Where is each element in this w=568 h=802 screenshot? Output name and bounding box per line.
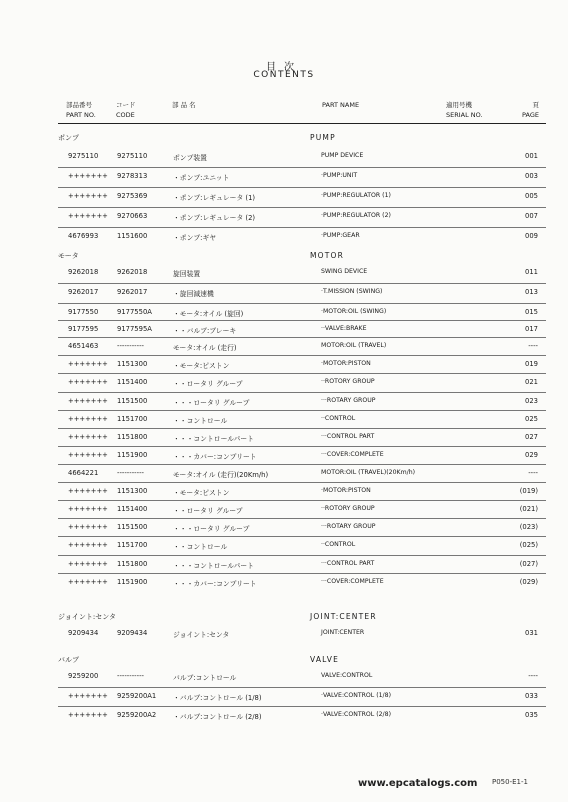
part-number: +++++++ [68,523,108,531]
part-name-en: ·T.MISSION (SWING) [321,288,383,295]
code: 9262017 [117,288,148,296]
table-row [58,392,546,411]
part-number: +++++++ [68,451,108,459]
part-name-jp: ・・・カバー:コンプリート [173,453,257,461]
part-name-jp: モータ:オイル (走行) [173,344,237,352]
table-row [58,263,546,284]
page-number: (027) [519,560,538,568]
part-name-jp: ・・コントロール [173,417,228,425]
code: 9259200A1 [117,692,157,700]
page-number: 017 [525,325,538,333]
table-row [58,464,546,483]
part-name-en: ·PUMP:REGULATOR (2) [321,212,391,219]
part-name-en: ·VALVE:CONTROL (2/8) [321,711,391,718]
part-name-en: ··CONTROL [321,541,356,548]
section-header [0,612,568,624]
page-number: 027 [525,433,538,441]
page-number: 013 [525,288,538,296]
part-number: +++++++ [68,192,108,200]
part-name-jp: ・・ロータリ グループ [173,507,243,515]
part-name-jp: ・・・ロータリ グループ [173,525,250,533]
part-number: +++++++ [68,212,108,220]
code: 9177550A [117,308,152,316]
part-name-en: SWING DEVICE [321,268,368,275]
table-row [58,207,546,228]
part-number: +++++++ [68,487,108,495]
code: 1151400 [117,505,148,513]
page-number: 011 [525,268,538,276]
page-number: 025 [525,415,538,423]
page-number: 035 [525,711,538,719]
part-name-jp: ポンプ装置 [173,154,207,162]
table-row [58,355,546,374]
part-name-jp: ジョイント:センタ [173,631,230,639]
section-title-jp: バルブ [58,656,79,664]
page-number: (023) [519,523,538,531]
code: 1151700 [117,415,148,423]
part-name-jp: モータ:オイル (走行)(20Km/h) [173,471,269,479]
part-number: 4676993 [68,232,99,240]
table-row [58,167,546,188]
part-name-en: ·PUMP:GEAR [321,232,360,239]
table-row [58,482,546,501]
code: 9275369 [117,192,148,200]
code: 1151300 [117,360,148,368]
page-number: 029 [525,451,538,459]
part-name-en: JOINT:CENTER [321,629,365,636]
code: 1151900 [117,578,148,586]
part-name-jp: ・・・カバー:コンプリート [173,580,257,588]
part-name-en: PUMP DEVICE [321,152,364,159]
part-name-en: ·VALVE:CONTROL (1/8) [321,692,391,699]
part-name-en: ··ROTORY GROUP [321,505,375,512]
code: 1151500 [117,523,148,531]
page-number: (025) [519,541,538,549]
part-name-en: ···COVER:COMPLETE [321,578,384,585]
part-name-jp: ・・・コントロールパート [173,435,254,443]
part-name-jp: ・旋回減速機 [173,290,214,298]
part-name-jp: ・モータ:ピストン [173,362,230,370]
part-name-en: ··ROTORY GROUP [321,378,375,385]
table-row [58,303,546,321]
code: ----------- [117,469,144,477]
part-name-jp: ・・・ロータリ グループ [173,399,250,407]
part-number: +++++++ [68,560,108,568]
header-page: 頁 PAGE [522,101,539,119]
part-name-en: ·PUMP:UNIT [321,172,358,179]
part-number: 9209434 [68,629,99,637]
part-number: +++++++ [68,505,108,513]
part-name-jp: ・バルブ:コントロール (1/8) [173,694,262,702]
code: ----------- [117,672,144,680]
part-name-jp: ・・バルブ:ブレーキ [173,327,237,335]
table-row [58,337,546,356]
part-name-en: ·PUMP:REGULATOR (1) [321,192,391,199]
page-number: 019 [525,360,538,368]
part-number: 4651463 [68,342,99,350]
title-english: CONTENTS [253,70,315,80]
table-row [58,147,546,168]
section-title-jp: ジョイント:センタ [58,613,116,621]
header-part-name: PART NAME [322,101,360,109]
part-name-en: ···COVER:COMPLETE [321,451,384,458]
page-number: (029) [519,578,538,586]
page-number: 001 [525,152,538,160]
code: 1151500 [117,397,148,405]
part-number: +++++++ [68,692,108,700]
part-number: 9262017 [68,288,99,296]
part-name-en: ·MOTOR:OIL (SWING) [321,308,387,315]
header-serial: 適用号機 SERIAL NO. [446,101,483,119]
table-row [58,667,546,688]
page-number: ---- [528,672,538,680]
part-number: 9177550 [68,308,99,316]
part-number: 9262018 [68,268,99,276]
part-name-en: ··VALVE:BRAKE [321,325,367,332]
page-number: 031 [525,629,538,637]
page-number: 023 [525,397,538,405]
part-name-en: ··CONTROL [321,415,356,422]
code: 1151800 [117,433,148,441]
part-name-en: VALVE:CONTROL [321,672,373,679]
section-title-en: PUMP [310,133,336,142]
part-name-jp: ・・コントロール [173,543,228,551]
page-number: 005 [525,192,538,200]
part-name-jp: ・モータ:ピストン [173,489,230,497]
part-number: +++++++ [68,172,108,180]
page-number: 003 [525,172,538,180]
code: 9259200A2 [117,711,157,719]
part-name-jp: ・ポンプ:レギュレータ (1) [173,194,256,202]
header-name-jp: 部 品 名 [172,101,196,109]
part-name-en: ·MOTOR:PISTON [321,360,371,367]
page-number: 007 [525,212,538,220]
code: 1151600 [117,232,148,240]
part-number: +++++++ [68,433,108,441]
part-name-jp: ・モータ:オイル (旋回) [173,310,244,318]
part-number: +++++++ [68,578,108,586]
part-name-jp: ・・・コントロールパート [173,562,254,570]
table-row [58,706,546,725]
code: 9270663 [117,212,148,220]
section-title-en: JOINT:CENTER [310,612,377,621]
table-row [58,624,546,644]
code: 9278313 [117,172,148,180]
section-header [0,655,568,667]
section-title-jp: モータ [58,252,79,260]
table-row [58,573,546,591]
title-japanese: 目次 [266,62,302,73]
table-row [58,227,546,247]
part-name-jp: 旋回装置 [173,270,201,278]
part-number: +++++++ [68,541,108,549]
table-row [58,373,546,393]
code: 1151900 [117,451,148,459]
part-name-jp: ・ポンプ:ユニット [173,174,230,182]
section-title-en: VALVE [310,655,340,664]
table-row [58,320,546,338]
part-name-en: MOTOR:OIL (TRAVEL)(20Km/h) [321,469,416,476]
part-name-jp: バルブ:コントロール [173,674,237,682]
code: 9209434 [117,629,148,637]
watermark: www.epcatalogs.com [358,778,478,789]
header-code: コード CODE [116,101,136,119]
part-number: 9275110 [68,152,99,160]
part-number: +++++++ [68,711,108,719]
part-name-en: ···ROTARY GROUP [321,397,376,404]
table-row [58,536,546,556]
page-number: (019) [519,487,538,495]
part-name-en: ···CONTROL PART [321,560,375,567]
page-number: ---- [528,469,538,477]
table-row [58,428,546,447]
part-name-en: MOTOR:OIL (TRAVEL) [321,342,387,349]
section-title-en: MOTOR [310,251,345,260]
header-part-no: 部品番号 PART NO. [66,101,96,119]
page-number: 009 [525,232,538,240]
part-name-jp: ・・ロータリ グループ [173,380,243,388]
part-name-en: ·MOTOR:PISTON [321,487,371,494]
part-number: +++++++ [68,415,108,423]
code: 9262018 [117,268,148,276]
part-number: +++++++ [68,378,108,386]
table-row [58,410,546,429]
code: 1151700 [117,541,148,549]
section-title-jp: ポンプ [58,134,79,142]
section-header [0,251,568,263]
part-name-jp: ・バルブ:コントロール (2/8) [173,713,262,721]
part-number: 4664221 [68,469,99,477]
footer-page-id: P050-E1-1 [492,778,528,786]
table-row [58,187,546,208]
code: 1151300 [117,487,148,495]
part-number: +++++++ [68,360,108,368]
table-row [58,283,546,304]
code: 9177595A [117,325,152,333]
code: ----------- [117,342,144,350]
page-number: 015 [525,308,538,316]
page-number: ---- [528,342,538,350]
page-number: 033 [525,692,538,700]
part-name-en: ···CONTROL PART [321,433,375,440]
part-name-jp: ・ポンプ:ギヤ [173,234,217,242]
code: 9275110 [117,152,148,160]
page-number: 021 [525,378,538,386]
section-header [0,133,568,145]
header-rule [58,123,546,124]
part-number: 9259200 [68,672,99,680]
table-row [58,518,546,537]
part-number: 9177595 [68,325,99,333]
table-row [58,446,546,465]
table-row [58,500,546,519]
table-row [58,687,546,707]
part-name-jp: ・ポンプ:レギュレータ (2) [173,214,256,222]
code: 1151800 [117,560,148,568]
part-name-en: ···ROTARY GROUP [321,523,376,530]
table-row [58,555,546,574]
page-number: (021) [519,505,538,513]
code: 1151400 [117,378,148,386]
part-number: +++++++ [68,397,108,405]
